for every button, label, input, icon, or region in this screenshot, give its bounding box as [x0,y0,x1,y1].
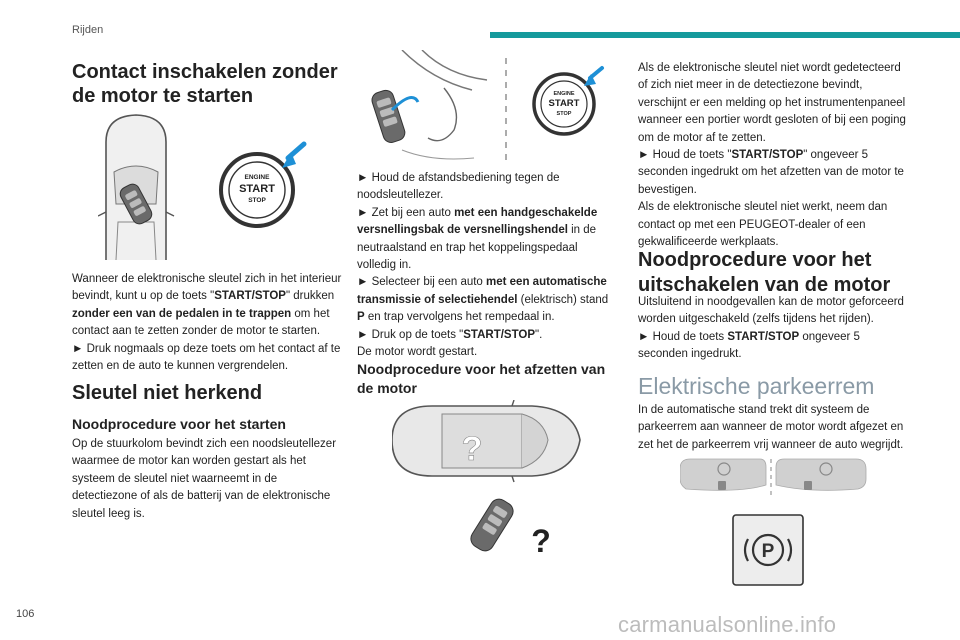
heading-sleutel-niet-herkend: Sleutel niet herkend [72,382,263,404]
car-key-illustration [98,112,308,262]
steering-column-icon [402,50,487,159]
car-unknown-key-illustration [392,400,592,560]
heading-elektrische-parkeerrem: Elektrische parkeerrem [638,373,875,399]
heading-noodprocedure-afzetten: Noodprocedure voor het afzetten van de motor [357,361,606,396]
heading-noodprocedure-uitschakelen: Noodprocedure voor het uitschakelen van de motor [638,249,891,296]
start-stop-button-icon [221,144,304,226]
svg-text:START: START [239,183,275,195]
parking-brake-switch-icon [733,515,803,585]
bold-text: START/STOP [214,290,286,303]
bold-text: zonder een van de pedalen in te trappen [72,307,292,320]
section-title: Rijden [72,24,104,36]
svg-text:STOP: STOP [556,111,572,117]
svg-text:ENGINE: ENGINE [244,174,270,181]
svg-text:?: ? [461,430,483,468]
bold-text: START/STOP [463,328,536,341]
watermark: carmanualsonline.info [618,612,837,637]
bold-text: met een automatische transmissie of selectiehendel [357,276,607,306]
bold-text: START/STOP [731,149,804,162]
svg-text:P: P [761,541,775,562]
car-topview-icon [392,400,580,482]
parking-brake-illustration [680,455,870,590]
svg-text:?: ? [531,523,551,559]
paragraph-contact: Wanneer de elektronische sleutel zich in het interieur bevindt, kunt u op de toets "START/STOP" drukken zonder een van de pedalen in te trappen om het contact aan te zetten zonder de motor te starten. ► Druk nogmaals op deze toets om het contact af te zetten en de auto te kunnen vergrendelen. [72,273,342,373]
key-fob-icon [468,496,517,555]
paragraph-parkeerrem: In de automatische stand trekt dit systeem de parkeerrem aan wanneer de motor wordt afgezet en zet het de parkeerrem vrij wanneer de auto wegrijdt. [638,404,904,451]
bold-text: P [357,311,365,324]
svg-text:ENGINE: ENGINE [553,91,575,97]
paragraph-geforceerd-uitschakelen: Uitsluitend in noodgevallen kan de motor geforceerd worden uitgeschakeld (zelfs tijdens het rijden). ► Houd de toets START/STOP ongeveer 5 seconden ingedrukt. [638,296,904,361]
svg-text:START: START [548,98,580,109]
bold-text: START/STOP [727,330,800,343]
emergency-reader-illustration [362,50,612,165]
paragraph-noodsleutellezer: Op de stuurkolom bevindt zich een noodsleutellezer waarmee de motor kan worden gestart als het systeem de sleutel niet waarneemt in de detectiezone of als de batterij van de elektronische sleutel leeg is. [72,438,337,520]
key-fob-icon [370,88,407,144]
dashboard-right-icon [776,459,866,490]
start-stop-button-icon [534,68,602,134]
page-number: 106 [16,608,35,620]
heading-noodprocedure-starten: Noodprocedure voor het starten [72,416,286,432]
svg-text:STOP: STOP [248,197,266,204]
bold-text: met een handgeschakelde versnellingsbak de versnellingshendel [357,206,598,237]
heading-contact-inschakelen: Contact inschakelen zonder de motor te starten [72,61,338,107]
header-accent-bar [490,32,960,38]
paragraph-sleutel-niet-gedetecteerd: Als de elektronische sleutel niet wordt gedetecteerd of zich niet meer in de detectiezone bevindt, verschijnt er een melding op het instrumentenpaneel wanneer een portier wordt gesloten of bij een poging om de motor af te zetten. ► Houd de toets "START/STOP" ongeveer 5 seconden ingedrukt om het afzetten van de motor te bevestigen. Als de elektronische sleutel niet werkt, neem dan contact op met een PEUGEOT-dealer of een gekwalificeerde werkplaats. [638,62,906,249]
dashboard-left-icon [680,459,766,490]
paragraph-noodstart-stappen: ► Houd de afstandsbediening tegen de noodsleutellezer. ► Zet bij een auto met een handgeschakelde versnellingsbak de versnellingshendel in de neutraalstand en trap het koppelingspedaal volledig in. ► Selecteer bij een auto met een automatische transmissie of selectiehendel (elektrisch) stand P en trap vervolgens het rempedaal in. ► Druk op de toets "START/STOP". De motor wordt gestart. [357,172,609,359]
